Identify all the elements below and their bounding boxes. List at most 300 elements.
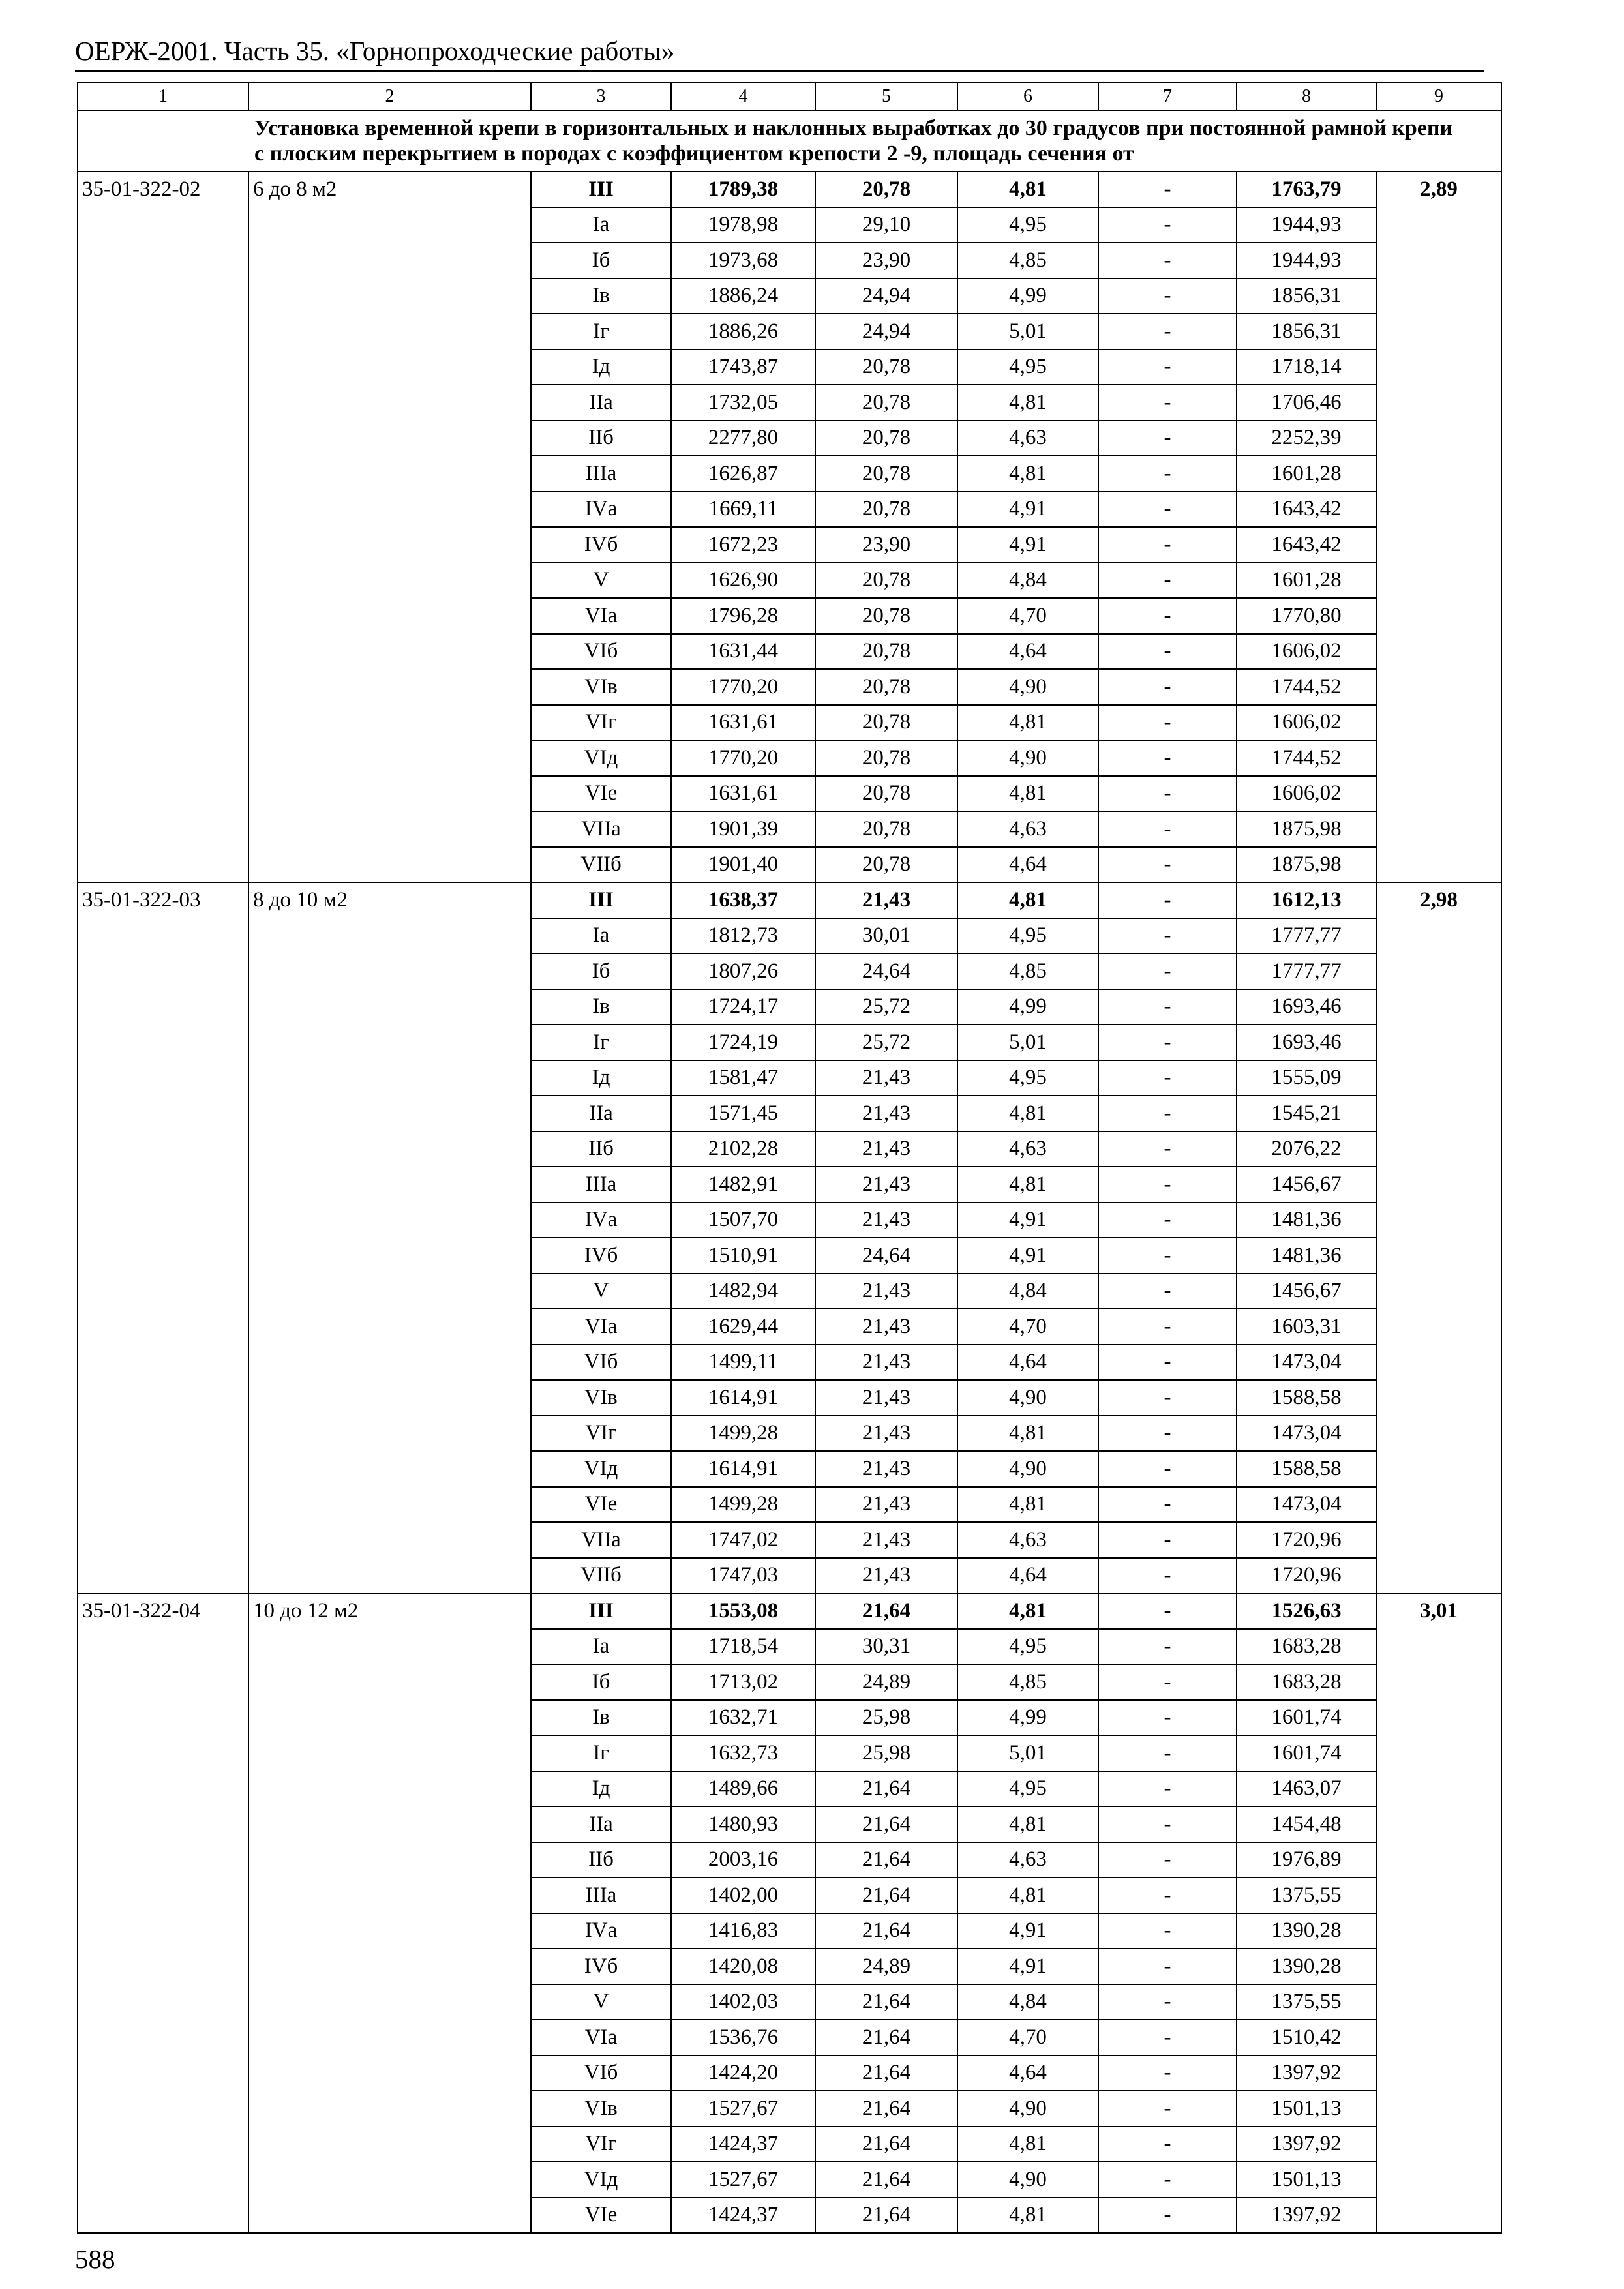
- total-cost-cell: 1536,76: [671, 2020, 815, 2056]
- total-cost-cell: 1718,54: [671, 1629, 815, 1665]
- total-cost-cell: 1732,05: [671, 385, 815, 421]
- total-cost-cell: 1614,91: [671, 1380, 815, 1416]
- labor-cost-cell: 24,94: [815, 314, 957, 350]
- machine-cost-cell: 4,90: [957, 1380, 1098, 1416]
- machine-cost-cell: 4,81: [957, 882, 1098, 918]
- labor-cost-cell: 24,89: [815, 1664, 957, 1700]
- machine-cost-cell: 4,99: [957, 1700, 1098, 1736]
- materials-cost-cell: 1606,02: [1237, 776, 1376, 812]
- materials-cost-cell: 1545,21: [1237, 1096, 1376, 1131]
- materials-cost-cell: 1456,67: [1237, 1274, 1376, 1309]
- zone-cell: IIб: [531, 1131, 671, 1167]
- total-cost-cell: 1638,37: [671, 882, 815, 918]
- total-cost-cell: 1632,71: [671, 1700, 815, 1736]
- zone-cell: VIг: [531, 705, 671, 741]
- materials-cost-cell: 1777,77: [1237, 953, 1376, 989]
- driver-wage-cell: -: [1098, 278, 1237, 314]
- driver-wage-cell: -: [1098, 421, 1237, 456]
- labor-cost-cell: 21,43: [815, 1167, 957, 1203]
- materials-cost-cell: 1856,31: [1237, 314, 1376, 350]
- materials-cost-cell: 1693,46: [1237, 1025, 1376, 1060]
- zone-cell: VIд: [531, 1451, 671, 1487]
- driver-wage-cell: -: [1098, 598, 1237, 634]
- total-cost-cell: 1482,91: [671, 1167, 815, 1203]
- materials-cost-cell: 1643,42: [1237, 492, 1376, 528]
- driver-wage-cell: -: [1098, 1131, 1237, 1167]
- materials-cost-cell: 1683,28: [1237, 1664, 1376, 1700]
- total-cost-cell: 1724,17: [671, 989, 815, 1025]
- zone-cell: VIIб: [531, 847, 671, 883]
- driver-wage-cell: -: [1098, 811, 1237, 847]
- total-cost-cell: 1747,03: [671, 1558, 815, 1594]
- machine-cost-cell: 4,81: [957, 1806, 1098, 1842]
- norms-table: [77, 82, 1502, 2234]
- zone-cell: VIд: [531, 740, 671, 776]
- labor-cost-cell: 24,64: [815, 1238, 957, 1274]
- machine-cost-cell: 4,91: [957, 1913, 1098, 1949]
- labor-cost-cell: 20,78: [815, 563, 957, 599]
- table-body: [78, 83, 1501, 2233]
- labor-cost-cell: 20,78: [815, 634, 957, 670]
- total-cost-cell: 1507,70: [671, 1203, 815, 1238]
- materials-cost-cell: 1375,55: [1237, 1984, 1376, 2020]
- labor-cost-cell: 21,43: [815, 1274, 957, 1309]
- driver-wage-cell: -: [1098, 1238, 1237, 1274]
- machine-cost-cell: 4,91: [957, 492, 1098, 528]
- machine-cost-cell: 4,64: [957, 847, 1098, 883]
- norm-name: 6 до 8 м2: [248, 172, 531, 882]
- machine-cost-cell: 4,90: [957, 740, 1098, 776]
- driver-wage-cell: -: [1098, 634, 1237, 670]
- labor-cost-cell: 25,72: [815, 1025, 957, 1060]
- machine-cost-cell: 4,90: [957, 2162, 1098, 2198]
- materials-cost-cell: 1944,93: [1237, 207, 1376, 243]
- zone-cell: IIIа: [531, 1878, 671, 1913]
- total-cost-cell: 1669,11: [671, 492, 815, 528]
- zone-cell: VIв: [531, 2091, 671, 2127]
- driver-wage-cell: -: [1098, 172, 1237, 207]
- materials-cost-cell: 1456,67: [1237, 1167, 1376, 1203]
- materials-cost-cell: 1473,04: [1237, 1487, 1376, 1523]
- machine-cost-cell: 4,99: [957, 278, 1098, 314]
- labor-cost-cell: 20,78: [815, 847, 957, 883]
- labor-cost-cell: 21,43: [815, 1060, 957, 1096]
- zone-cell: Iг: [531, 1025, 671, 1060]
- machine-cost-cell: 4,95: [957, 1771, 1098, 1807]
- labor-cost-cell: 21,43: [815, 1380, 957, 1416]
- total-cost-cell: 1973,68: [671, 243, 815, 278]
- driver-wage-cell: -: [1098, 1345, 1237, 1381]
- machine-cost-cell: 4,81: [957, 172, 1098, 207]
- zone-cell: VIе: [531, 2198, 671, 2234]
- zone-cell: VIа: [531, 2020, 671, 2056]
- zone-cell: V: [531, 1984, 671, 2020]
- materials-cost-cell: 1510,42: [1237, 2020, 1376, 2056]
- column-number: 3: [531, 83, 671, 110]
- labor-cost-cell: 21,64: [815, 1913, 957, 1949]
- norm-code: 35-01-322-04: [78, 1593, 248, 2233]
- machine-cost-cell: 5,01: [957, 1735, 1098, 1771]
- total-cost-cell: 2277,80: [671, 421, 815, 456]
- machine-cost-cell: 4,70: [957, 2020, 1098, 2056]
- total-cost-cell: 1581,47: [671, 1060, 815, 1096]
- labor-cost-cell: 20,78: [815, 456, 957, 492]
- zone-cell: Iа: [531, 207, 671, 243]
- column-number: 5: [815, 83, 957, 110]
- labor-cost-cell: 25,98: [815, 1700, 957, 1736]
- total-cost-cell: 1424,20: [671, 2056, 815, 2091]
- labor-cost-cell: 30,01: [815, 918, 957, 954]
- zone-cell: VIе: [531, 1487, 671, 1523]
- materials-cost-cell: 1601,74: [1237, 1735, 1376, 1771]
- driver-wage-cell: -: [1098, 1416, 1237, 1452]
- driver-wage-cell: -: [1098, 1949, 1237, 1984]
- total-cost-cell: 1499,11: [671, 1345, 815, 1381]
- machine-cost-cell: 4,91: [957, 1949, 1098, 1984]
- zone-cell: Iг: [531, 1735, 671, 1771]
- machine-cost-cell: 4,64: [957, 2056, 1098, 2091]
- zone-cell: IVа: [531, 1913, 671, 1949]
- total-cost-cell: 1886,26: [671, 314, 815, 350]
- materials-cost-cell: 1481,36: [1237, 1203, 1376, 1238]
- zone-cell: III: [531, 172, 671, 207]
- machine-cost-cell: 5,01: [957, 314, 1098, 350]
- column-number: 1: [78, 83, 248, 110]
- total-cost-cell: 2102,28: [671, 1131, 815, 1167]
- machine-cost-cell: 4,81: [957, 1167, 1098, 1203]
- labor-cost-cell: 25,98: [815, 1735, 957, 1771]
- zone-cell: VIа: [531, 1309, 671, 1345]
- materials-cost-cell: 1720,96: [1237, 1558, 1376, 1594]
- materials-cost-cell: 1856,31: [1237, 278, 1376, 314]
- driver-wage-cell: -: [1098, 1487, 1237, 1523]
- driver-wage-cell: -: [1098, 1025, 1237, 1060]
- total-cost-cell: 1510,91: [671, 1238, 815, 1274]
- driver-wage-cell: -: [1098, 456, 1237, 492]
- labor-cost-cell: 29,10: [815, 207, 957, 243]
- total-cost-cell: 1631,61: [671, 705, 815, 741]
- driver-wage-cell: -: [1098, 1629, 1237, 1665]
- driver-wage-cell: -: [1098, 989, 1237, 1025]
- total-cost-cell: 1743,87: [671, 350, 815, 385]
- labor-cost-cell: 21,43: [815, 1203, 957, 1238]
- materials-cost-cell: 1683,28: [1237, 1629, 1376, 1665]
- total-cost-cell: 1527,67: [671, 2162, 815, 2198]
- total-cost-cell: 1631,44: [671, 634, 815, 670]
- total-cost-cell: 1901,40: [671, 847, 815, 883]
- labor-cost-cell: 21,64: [815, 1771, 957, 1807]
- zone-cell: VIб: [531, 634, 671, 670]
- labor-cost-cell: 21,64: [815, 2198, 957, 2234]
- labor-cost-cell: 20,78: [815, 385, 957, 421]
- labor-cost-cell: 21,64: [815, 1593, 957, 1629]
- driver-wage-cell: -: [1098, 243, 1237, 278]
- zone-cell: VIв: [531, 669, 671, 705]
- labor-cost-cell: 21,64: [815, 2162, 957, 2198]
- zone-cell: Iд: [531, 1060, 671, 1096]
- zone-cell: V: [531, 563, 671, 599]
- total-cost-cell: 1571,45: [671, 1096, 815, 1131]
- zone-cell: Iв: [531, 278, 671, 314]
- machine-cost-cell: 4,95: [957, 1629, 1098, 1665]
- materials-cost-cell: 1944,93: [1237, 243, 1376, 278]
- total-cost-cell: 1614,91: [671, 1451, 815, 1487]
- labor-cost-cell: 20,78: [815, 598, 957, 634]
- total-cost-cell: 1626,87: [671, 456, 815, 492]
- norm-name: 10 до 12 м2: [248, 1593, 531, 2233]
- driver-wage-cell: -: [1098, 527, 1237, 563]
- labor-cost-cell: 21,64: [815, 1842, 957, 1878]
- zone-cell: IVб: [531, 1949, 671, 1984]
- column-number-row: [78, 83, 1501, 110]
- driver-wage-cell: -: [1098, 953, 1237, 989]
- total-cost-cell: 1499,28: [671, 1416, 815, 1452]
- zone-cell: Iб: [531, 953, 671, 989]
- driver-wage-cell: -: [1098, 2127, 1237, 2162]
- machine-cost-cell: 4,91: [957, 527, 1098, 563]
- norm-name: 8 до 10 м2: [248, 882, 531, 1593]
- materials-cost-cell: 1606,02: [1237, 634, 1376, 670]
- driver-wage-cell: -: [1098, 1878, 1237, 1913]
- zone-cell: IVа: [531, 1203, 671, 1238]
- labor-cost-cell: 21,64: [815, 2056, 957, 2091]
- machine-cost-cell: 4,99: [957, 989, 1098, 1025]
- driver-wage-cell: -: [1098, 1806, 1237, 1842]
- zone-cell: Iа: [531, 918, 671, 954]
- machine-cost-cell: 4,81: [957, 2198, 1098, 2234]
- zone-cell: VIб: [531, 2056, 671, 2091]
- machine-cost-cell: 4,90: [957, 1451, 1098, 1487]
- materials-cost-cell: 1875,98: [1237, 811, 1376, 847]
- materials-cost-cell: 1481,36: [1237, 1238, 1376, 1274]
- column-number: 6: [957, 83, 1098, 110]
- materials-cost-cell: 1601,28: [1237, 563, 1376, 599]
- materials-cost-cell: 1601,74: [1237, 1700, 1376, 1736]
- materials-cost-cell: 1777,77: [1237, 918, 1376, 954]
- labor-cost-cell: 20,78: [815, 776, 957, 812]
- column-number: 4: [671, 83, 815, 110]
- driver-wage-cell: -: [1098, 2091, 1237, 2127]
- driver-wage-cell: -: [1098, 1842, 1237, 1878]
- labor-cost-cell: 21,43: [815, 1522, 957, 1558]
- zone-cell: III: [531, 1593, 671, 1629]
- labor-coefficient: 3,01: [1376, 1593, 1501, 2233]
- machine-cost-cell: 4,90: [957, 2091, 1098, 2127]
- total-cost-cell: 1747,02: [671, 1522, 815, 1558]
- machine-cost-cell: 4,85: [957, 243, 1098, 278]
- machine-cost-cell: 4,84: [957, 563, 1098, 599]
- driver-wage-cell: -: [1098, 669, 1237, 705]
- driver-wage-cell: -: [1098, 1380, 1237, 1416]
- section-description: Установка временной крепи в горизонтальных и наклонных выработках до 30 градусов при постоянной рамной крепи с плоским перекрытием в породах с коэффициентом крепости 2 -9, площадь сечения от: [78, 110, 1501, 172]
- driver-wage-cell: -: [1098, 1309, 1237, 1345]
- materials-cost-cell: 1397,92: [1237, 2127, 1376, 2162]
- machine-cost-cell: 4,90: [957, 669, 1098, 705]
- materials-cost-cell: 1718,14: [1237, 350, 1376, 385]
- labor-cost-cell: 20,78: [815, 811, 957, 847]
- labor-cost-cell: 21,43: [815, 1309, 957, 1345]
- machine-cost-cell: 4,81: [957, 1593, 1098, 1629]
- section-description-row: [78, 110, 1501, 172]
- total-cost-cell: 1901,39: [671, 811, 815, 847]
- machine-cost-cell: 4,70: [957, 1309, 1098, 1345]
- machine-cost-cell: 4,81: [957, 776, 1098, 812]
- machine-cost-cell: 4,64: [957, 1558, 1098, 1594]
- total-cost-cell: 1724,19: [671, 1025, 815, 1060]
- zone-cell: VIб: [531, 1345, 671, 1381]
- materials-cost-cell: 1720,96: [1237, 1522, 1376, 1558]
- labor-cost-cell: 23,90: [815, 527, 957, 563]
- materials-cost-cell: 1706,46: [1237, 385, 1376, 421]
- driver-wage-cell: -: [1098, 1203, 1237, 1238]
- zone-cell: IIб: [531, 421, 671, 456]
- labor-coefficient: 2,98: [1376, 882, 1501, 1593]
- materials-cost-cell: 1588,58: [1237, 1380, 1376, 1416]
- labor-cost-cell: 23,90: [815, 243, 957, 278]
- materials-cost-cell: 1693,46: [1237, 989, 1376, 1025]
- materials-cost-cell: 1526,63: [1237, 1593, 1376, 1629]
- materials-cost-cell: 1612,13: [1237, 882, 1376, 918]
- machine-cost-cell: 4,85: [957, 953, 1098, 989]
- total-cost-cell: 1482,94: [671, 1274, 815, 1309]
- zone-cell: IIа: [531, 1096, 671, 1131]
- driver-wage-cell: -: [1098, 1096, 1237, 1131]
- driver-wage-cell: -: [1098, 918, 1237, 954]
- machine-cost-cell: 4,91: [957, 1203, 1098, 1238]
- zone-cell: VIг: [531, 1416, 671, 1452]
- driver-wage-cell: -: [1098, 1451, 1237, 1487]
- materials-cost-cell: 1976,89: [1237, 1842, 1376, 1878]
- labor-cost-cell: 20,78: [815, 705, 957, 741]
- materials-cost-cell: 1463,07: [1237, 1771, 1376, 1807]
- total-cost-cell: 1770,20: [671, 740, 815, 776]
- machine-cost-cell: 4,84: [957, 1984, 1098, 2020]
- column-number: 8: [1237, 83, 1376, 110]
- column-number: 2: [248, 83, 531, 110]
- labor-cost-cell: 21,64: [815, 1984, 957, 2020]
- machine-cost-cell: 4,81: [957, 705, 1098, 741]
- labor-cost-cell: 20,78: [815, 740, 957, 776]
- total-cost-cell: 1807,26: [671, 953, 815, 989]
- total-cost-cell: 1424,37: [671, 2127, 815, 2162]
- materials-cost-cell: 1501,13: [1237, 2162, 1376, 2198]
- machine-cost-cell: 4,81: [957, 1878, 1098, 1913]
- machine-cost-cell: 4,63: [957, 1842, 1098, 1878]
- machine-cost-cell: 4,81: [957, 456, 1098, 492]
- driver-wage-cell: -: [1098, 1664, 1237, 1700]
- total-cost-cell: 1796,28: [671, 598, 815, 634]
- driver-wage-cell: -: [1098, 1593, 1237, 1629]
- labor-cost-cell: 20,78: [815, 172, 957, 207]
- machine-cost-cell: 4,64: [957, 1345, 1098, 1381]
- machine-cost-cell: 4,81: [957, 1487, 1098, 1523]
- machine-cost-cell: 4,63: [957, 1522, 1098, 1558]
- total-cost-cell: 1770,20: [671, 669, 815, 705]
- driver-wage-cell: -: [1098, 492, 1237, 528]
- machine-cost-cell: 4,63: [957, 1131, 1098, 1167]
- zone-cell: Iг: [531, 314, 671, 350]
- materials-cost-cell: 1875,98: [1237, 847, 1376, 883]
- labor-cost-cell: 21,43: [815, 882, 957, 918]
- total-cost-cell: 1631,61: [671, 776, 815, 812]
- total-cost-cell: 1629,44: [671, 1309, 815, 1345]
- driver-wage-cell: -: [1098, 1984, 1237, 2020]
- zone-cell: IVб: [531, 527, 671, 563]
- total-cost-cell: 1886,24: [671, 278, 815, 314]
- total-cost-cell: 1424,37: [671, 2198, 815, 2234]
- driver-wage-cell: -: [1098, 2020, 1237, 2056]
- driver-wage-cell: -: [1098, 740, 1237, 776]
- zone-cell: VIIа: [531, 811, 671, 847]
- column-number: 7: [1098, 83, 1237, 110]
- labor-cost-cell: 24,64: [815, 953, 957, 989]
- driver-wage-cell: -: [1098, 1735, 1237, 1771]
- labor-cost-cell: 21,64: [815, 2091, 957, 2127]
- zone-cell: Iв: [531, 1700, 671, 1736]
- labor-cost-cell: 20,78: [815, 350, 957, 385]
- zone-cell: IIIа: [531, 456, 671, 492]
- table-row: [78, 1593, 1501, 1629]
- machine-cost-cell: 4,63: [957, 811, 1098, 847]
- zone-cell: VIе: [531, 776, 671, 812]
- labor-coefficient: 2,89: [1376, 172, 1501, 882]
- machine-cost-cell: 4,85: [957, 1664, 1098, 1700]
- labor-cost-cell: 20,78: [815, 669, 957, 705]
- zone-cell: VIIб: [531, 1558, 671, 1594]
- machine-cost-cell: 4,95: [957, 918, 1098, 954]
- materials-cost-cell: 1397,92: [1237, 2056, 1376, 2091]
- materials-cost-cell: 1473,04: [1237, 1345, 1376, 1381]
- driver-wage-cell: -: [1098, 314, 1237, 350]
- total-cost-cell: 1812,73: [671, 918, 815, 954]
- zone-cell: Iа: [531, 1629, 671, 1665]
- labor-cost-cell: 24,89: [815, 1949, 957, 1984]
- materials-cost-cell: 2076,22: [1237, 1131, 1376, 1167]
- labor-cost-cell: 21,64: [815, 2020, 957, 2056]
- zone-cell: VIв: [531, 1380, 671, 1416]
- labor-cost-cell: 30,31: [815, 1629, 957, 1665]
- zone-cell: IIб: [531, 1842, 671, 1878]
- materials-cost-cell: 1390,28: [1237, 1949, 1376, 1984]
- materials-cost-cell: 2252,39: [1237, 421, 1376, 456]
- materials-cost-cell: 1390,28: [1237, 1913, 1376, 1949]
- total-cost-cell: 1978,98: [671, 207, 815, 243]
- machine-cost-cell: 4,70: [957, 598, 1098, 634]
- total-cost-cell: 1420,08: [671, 1949, 815, 1984]
- norm-code: 35-01-322-03: [78, 882, 248, 1593]
- driver-wage-cell: -: [1098, 705, 1237, 741]
- driver-wage-cell: -: [1098, 1700, 1237, 1736]
- driver-wage-cell: -: [1098, 1060, 1237, 1096]
- materials-cost-cell: 1375,55: [1237, 1878, 1376, 1913]
- total-cost-cell: 1402,00: [671, 1878, 815, 1913]
- machine-cost-cell: 4,84: [957, 1274, 1098, 1309]
- materials-cost-cell: 1454,48: [1237, 1806, 1376, 1842]
- labor-cost-cell: 21,43: [815, 1558, 957, 1594]
- driver-wage-cell: -: [1098, 2162, 1237, 2198]
- driver-wage-cell: -: [1098, 350, 1237, 385]
- zone-cell: VIг: [531, 2127, 671, 2162]
- zone-cell: VIд: [531, 2162, 671, 2198]
- norm-code: 35-01-322-02: [78, 172, 248, 882]
- zone-cell: Iв: [531, 989, 671, 1025]
- driver-wage-cell: -: [1098, 563, 1237, 599]
- machine-cost-cell: 4,95: [957, 207, 1098, 243]
- driver-wage-cell: -: [1098, 847, 1237, 883]
- materials-cost-cell: 1606,02: [1237, 705, 1376, 741]
- total-cost-cell: 1416,83: [671, 1913, 815, 1949]
- zone-cell: III: [531, 882, 671, 918]
